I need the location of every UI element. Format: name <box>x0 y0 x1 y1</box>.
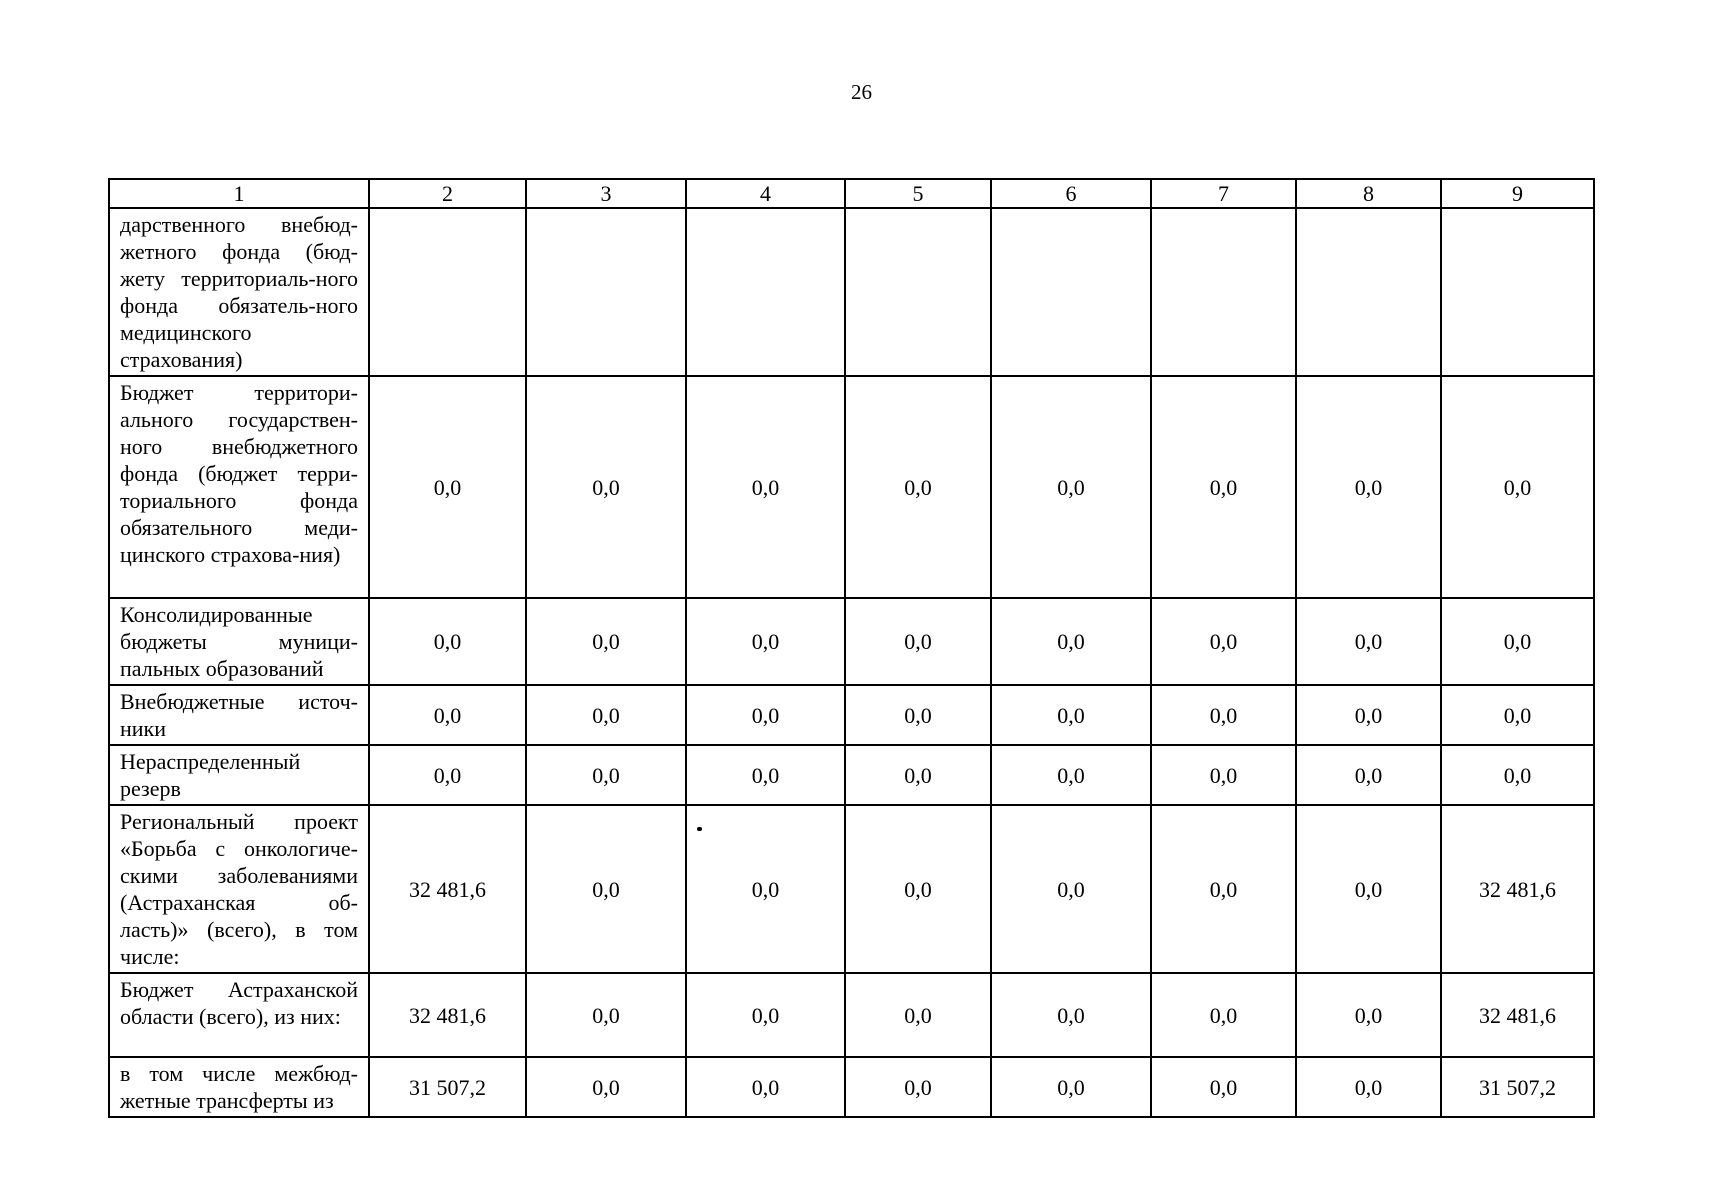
value-cell-col-5: 0,0 <box>845 1057 991 1117</box>
value-cell-col-7: 0,0 <box>1151 685 1296 745</box>
row-label-cell <box>109 973 369 1057</box>
row-label: в том числе межбюд-жетные трансферты из <box>120 1061 358 1113</box>
value-cell-col-6: 0,0 <box>991 973 1151 1057</box>
value-cell-col-4: 0,0 <box>686 745 845 805</box>
value-cell-col-8: 0,0 <box>1296 685 1441 745</box>
table-row <box>109 598 1594 685</box>
value-cell-col-9: 32 481,6 <box>1441 973 1594 1057</box>
budget-table <box>108 178 1595 1118</box>
column-header-2: 2 <box>369 179 526 208</box>
value-cell-col-8: 0,0 <box>1296 805 1441 973</box>
value-cell-col-9: 31 507,2 <box>1441 1057 1594 1117</box>
value-cell-col-6: 0,0 <box>991 745 1151 805</box>
value-cell-col-7: 0,0 <box>1151 973 1296 1057</box>
value-cell-col-5: 0,0 <box>845 745 991 805</box>
table-row <box>109 973 1594 1057</box>
value-cell-col-9: 32 481,6 <box>1441 805 1594 973</box>
table-row <box>109 805 1594 973</box>
value-cell-col-7: 0,0 <box>1151 1057 1296 1117</box>
value-cell-col-8: 0,0 <box>1296 598 1441 685</box>
value-cell-col-3: 0,0 <box>526 1057 686 1117</box>
column-header-8: 8 <box>1296 179 1441 208</box>
value-cell-col-4: 0,0 <box>686 685 845 745</box>
row-label-cell <box>109 598 369 685</box>
column-header-5: 5 <box>845 179 991 208</box>
value-cell-col-2: 31 507,2 <box>369 1057 526 1117</box>
column-header-3: 3 <box>526 179 686 208</box>
row-label: Консолидированные бюджеты муници-пальных образований <box>120 602 358 681</box>
value-cell-col-8: 0,0 <box>1296 745 1441 805</box>
row-label: Бюджет территори-ального государствен-ного внебюджетного фонда (бюджет терри-ториального фонда обязательного меди-цинского страхова-ния) <box>120 380 358 567</box>
value-cell-col-5: 0,0 <box>845 973 991 1057</box>
row-label: дарственного внебюд-жетного фонда (бюд-жету территориаль-ного фонда обязатель-ного медицинского страхования) <box>120 212 358 372</box>
column-header-9: 9 <box>1441 179 1594 208</box>
value-cell-col-9 <box>1441 208 1594 376</box>
value-cell-col-9: 0,0 <box>1441 745 1594 805</box>
row-label: Нераспределенный резерв <box>120 749 301 801</box>
value-cell-col-2: 32 481,6 <box>369 805 526 973</box>
value-cell-col-2: 0,0 <box>369 598 526 685</box>
value-cell-col-8 <box>1296 208 1441 376</box>
value-cell-col-3: 0,0 <box>526 685 686 745</box>
value-cell-col-8: 0,0 <box>1296 1057 1441 1117</box>
value-cell-col-6 <box>991 208 1151 376</box>
value-cell-col-2 <box>369 208 526 376</box>
column-header-6: 6 <box>991 179 1151 208</box>
row-label: Внебюджетные источ-ники <box>120 689 358 741</box>
table-row <box>109 376 1594 598</box>
value-cell-col-4: 0,0 <box>686 805 845 973</box>
value-cell-col-2: 0,0 <box>369 376 526 598</box>
table-row <box>109 685 1594 745</box>
column-header-7: 7 <box>1151 179 1296 208</box>
value-cell-col-4: 0,0 <box>686 973 845 1057</box>
row-label: Региональный проект «Борьба с онкологиче-скими заболеваниями (Астраханская об-ласть)» (всего), в том числе: <box>120 809 358 969</box>
table-body <box>109 208 1594 1117</box>
value-cell-col-7 <box>1151 208 1296 376</box>
value-cell-col-5: 0,0 <box>845 805 991 973</box>
value-cell-col-2: 32 481,6 <box>369 973 526 1057</box>
row-label-cell <box>109 208 369 376</box>
value-cell-col-8: 0,0 <box>1296 973 1441 1057</box>
page-number: 26 <box>851 80 872 104</box>
row-label: Бюджет Астраханской области (всего), из них: <box>120 977 358 1029</box>
table-row <box>109 745 1594 805</box>
value-cell-col-5: 0,0 <box>845 376 991 598</box>
value-cell-col-2: 0,0 <box>369 685 526 745</box>
value-cell-col-4: 0,0 <box>686 376 845 598</box>
value-cell-col-7: 0,0 <box>1151 598 1296 685</box>
value-cell-col-5 <box>845 208 991 376</box>
value-cell-col-9: 0,0 <box>1441 598 1594 685</box>
column-header-1: 1 <box>109 179 369 208</box>
value-cell-col-5: 0,0 <box>845 685 991 745</box>
table-row <box>109 1057 1594 1117</box>
stray-ink-mark <box>697 827 702 831</box>
value-cell-col-6: 0,0 <box>991 1057 1151 1117</box>
value-cell-col-7: 0,0 <box>1151 745 1296 805</box>
value-cell-col-5: 0,0 <box>845 598 991 685</box>
value-cell-col-3: 0,0 <box>526 973 686 1057</box>
value-cell-col-6: 0,0 <box>991 685 1151 745</box>
value-cell-col-3: 0,0 <box>526 598 686 685</box>
value-cell-col-7: 0,0 <box>1151 805 1296 973</box>
value-cell-col-9: 0,0 <box>1441 685 1594 745</box>
value-cell-col-6: 0,0 <box>991 805 1151 973</box>
value-cell-col-4: 0,0 <box>686 598 845 685</box>
row-label-cell <box>109 805 369 973</box>
column-header-4: 4 <box>686 179 845 208</box>
value-cell-col-7: 0,0 <box>1151 376 1296 598</box>
row-label-cell <box>109 1057 369 1117</box>
table-row <box>109 208 1594 376</box>
column-number-row <box>109 179 1594 208</box>
value-cell-col-4 <box>686 208 845 376</box>
value-cell-col-9: 0,0 <box>1441 376 1594 598</box>
row-label-cell <box>109 685 369 745</box>
value-cell-col-6: 0,0 <box>991 376 1151 598</box>
value-cell-col-3: 0,0 <box>526 805 686 973</box>
value-cell-col-8: 0,0 <box>1296 376 1441 598</box>
row-label-cell <box>109 745 369 805</box>
value-cell-col-3: 0,0 <box>526 745 686 805</box>
value-cell-col-6: 0,0 <box>991 598 1151 685</box>
value-cell-col-3: 0,0 <box>526 376 686 598</box>
value-cell-col-4: 0,0 <box>686 1057 845 1117</box>
value-cell-col-2: 0,0 <box>369 745 526 805</box>
row-label-cell <box>109 376 369 598</box>
value-cell-col-3 <box>526 208 686 376</box>
